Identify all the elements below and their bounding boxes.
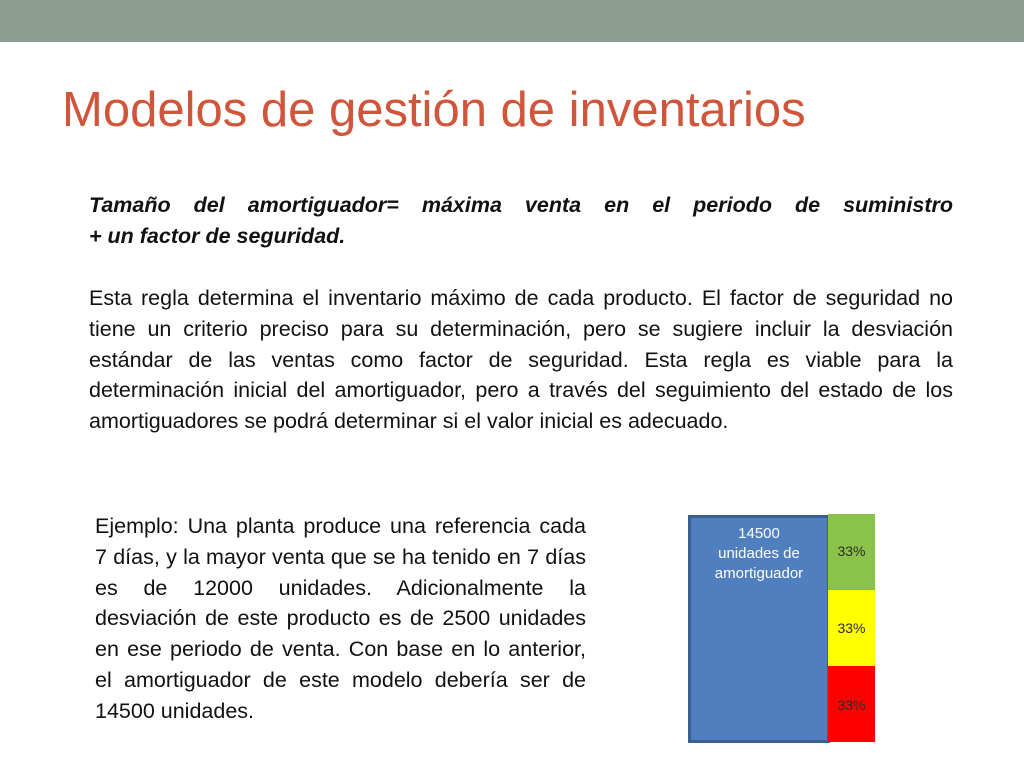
buffer-value: 14500 (738, 525, 780, 542)
top-bar (0, 0, 1024, 42)
buffer-label-line-2: unidades de (718, 545, 800, 562)
zone-green-label: 33% (837, 543, 866, 559)
buffer-label-line-3: amortiguador (714, 565, 804, 582)
zone-red-label: 33% (837, 697, 866, 713)
explanation-paragraph: Esta regla determina el inventario máximo de cada producto. El factor de seguridad no tiene un criterio preciso para su determinación, pero se sugiere incluir la desviación estándar de las ventas como factor de seguridad. Esta regla es viable para la determinación inicial del amortiguador, pero a través del seguimiento del estado de los amortiguadores se podrá determinar si el valor inicial es adecuado. (89, 286, 953, 434)
zone-yellow-label: 33% (837, 620, 866, 636)
rule-line-1: Tamaño del amortiguador= máxima venta en el periodo de suministro (89, 193, 953, 217)
example-paragraph: Ejemplo: Una planta produce una referencia cada 7 días, y la mayor venta que se ha tenido en 7 días es de 12000 unidades. Adicionalmente la desviación de este producto es de 2500 unidades en ese periodo de venta. Con base en lo anterior, el amortiguador de este modelo debería ser de 14500 unidades. (95, 514, 586, 723)
rule-line-2: + un factor de seguridad. (89, 224, 346, 248)
slide-title: Modelos de gestión de inventarios (62, 83, 806, 137)
buffer-label (689, 524, 829, 584)
